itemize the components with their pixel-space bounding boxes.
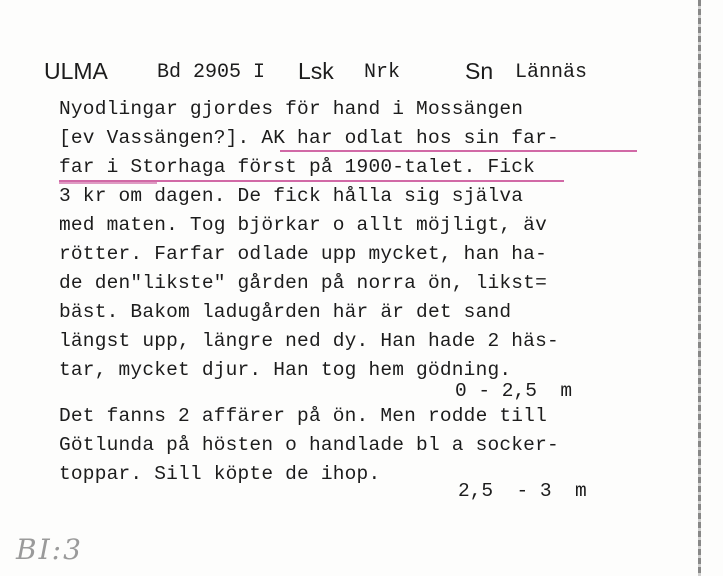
depth-measure-2: 2,5 - 3 m (458, 480, 587, 502)
body-line: Götlunda på hösten o handlade bl a socker- (59, 434, 559, 456)
header-keyword: ULMA (44, 58, 108, 84)
body-line: Det fanns 2 affärer på ön. Men rodde till (59, 405, 547, 427)
pencil-note: BI:3 (16, 533, 83, 566)
body-line: de den"likste" gården på norra ön, likst= (59, 272, 547, 294)
header-sn-label: Sn (465, 58, 494, 84)
header-code-nrk: Nrk (364, 61, 401, 84)
body-line: toppar. Sill köpte de ihop. (59, 463, 381, 485)
body-line: med maten. Tog björkar o allt möjligt, äv (59, 214, 547, 236)
header-parish: Lännäs (515, 61, 588, 84)
header-volume: Bd 2905 I (157, 61, 266, 84)
header-code-lsk: Lsk (298, 58, 334, 84)
body-line: rötter. Farfar odlade upp mycket, han ha- (59, 243, 547, 265)
body-line: längst upp, längre ned dy. Han hade 2 häs- (59, 330, 559, 352)
body-line: Nyodlingar gjordes för hand i Mossängen (59, 98, 524, 120)
annotation-underline (280, 150, 637, 152)
depth-measure-1: 0 - 2,5 m (455, 380, 573, 402)
body-line: [ev Vassängen?]. AK har odlat hos sin far- (59, 127, 559, 149)
body-line: 3 kr om dagen. De fick hålla sig själva (59, 185, 524, 207)
annotation-underline (59, 182, 157, 184)
body-line: far i Storhaga först på 1900-talet. Fick (59, 156, 536, 178)
body-line: tar, mycket djur. Han tog hem gödning. (59, 359, 512, 381)
body-line: bäst. Bakom ladugården här är det sand (59, 301, 512, 323)
card-header (0, 58, 700, 92)
